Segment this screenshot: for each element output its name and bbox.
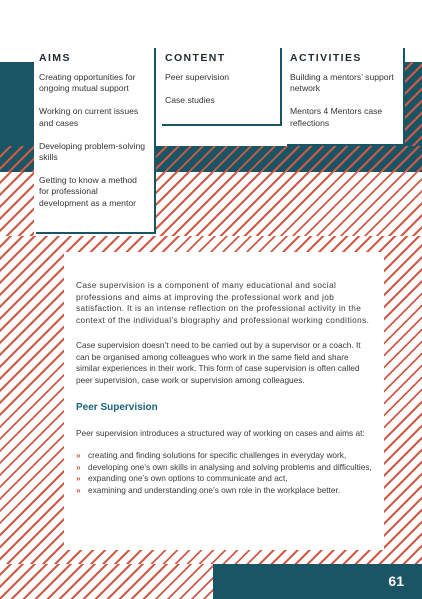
main-text-card xyxy=(64,252,384,550)
activities-heading: ACTIVITIES xyxy=(290,52,362,64)
striped-background-bottom xyxy=(0,564,213,599)
activities-item: Mentors 4 Mentors case reflections xyxy=(290,106,383,128)
content-column xyxy=(160,46,280,124)
bullet-arrow-icon: » xyxy=(76,461,81,472)
list-item xyxy=(76,485,372,497)
peer-supervision-intro: Peer supervision introduces a structured way of working on cases and aims at: xyxy=(76,428,365,438)
aims-item: Creating opportunities for ongoing mutual support xyxy=(39,72,136,94)
aims-heading: AIMS xyxy=(39,52,71,64)
content-item: Case studies xyxy=(165,95,215,106)
second-paragraph: Case supervision doesn’t need to be carried out by a supervisor or a coach. It can be organised among colleagues who work in the same field and share similar experiences in their work. This form of case supervision is often called peer supervision, case work or supervision among colleagues. xyxy=(76,340,361,385)
aims-item: Developing problem-solving skills xyxy=(39,140,146,163)
bullet-text: expanding one’s own options to communicate and act, xyxy=(88,473,288,484)
bullet-text: creating and finding solutions for specific challenges in everyday work, xyxy=(88,450,347,460)
content-heading: CONTENT xyxy=(165,52,226,64)
bullet-text: developing one’s own skills in analysing and solving problems and difficulties, xyxy=(88,461,372,472)
list-item xyxy=(76,462,372,474)
list-item xyxy=(76,450,372,462)
bullet-text: examining and understanding one’s own role in the workplace better. xyxy=(88,484,341,495)
aims-bullet-list xyxy=(76,450,372,496)
aims-column xyxy=(34,46,154,232)
peer-supervision-heading: Peer Supervision xyxy=(76,402,158,413)
page-number: 61 xyxy=(388,573,404,589)
content-item: Peer supervision xyxy=(165,72,230,82)
activities-item: Building a mentors’ support network xyxy=(290,72,394,94)
teal-left-block xyxy=(0,62,34,146)
bullet-arrow-icon: » xyxy=(76,484,81,495)
intro-paragraph: Case supervision is a component of many educational and social professions and aims at improving the professional work and job satisfaction. It is an intense reflection on the professional activity in the context of the individual’s biography and professional working conditions. xyxy=(76,280,370,325)
aims-item: Getting to know a method for professional development as a mentor xyxy=(39,175,137,208)
bullet-arrow-icon: » xyxy=(76,473,81,484)
page-number-bar xyxy=(213,564,422,599)
aims-item: Working on current issues and cases xyxy=(39,106,139,128)
activities-column xyxy=(285,46,403,144)
bullet-arrow-icon: » xyxy=(76,450,81,460)
list-item xyxy=(76,473,372,485)
